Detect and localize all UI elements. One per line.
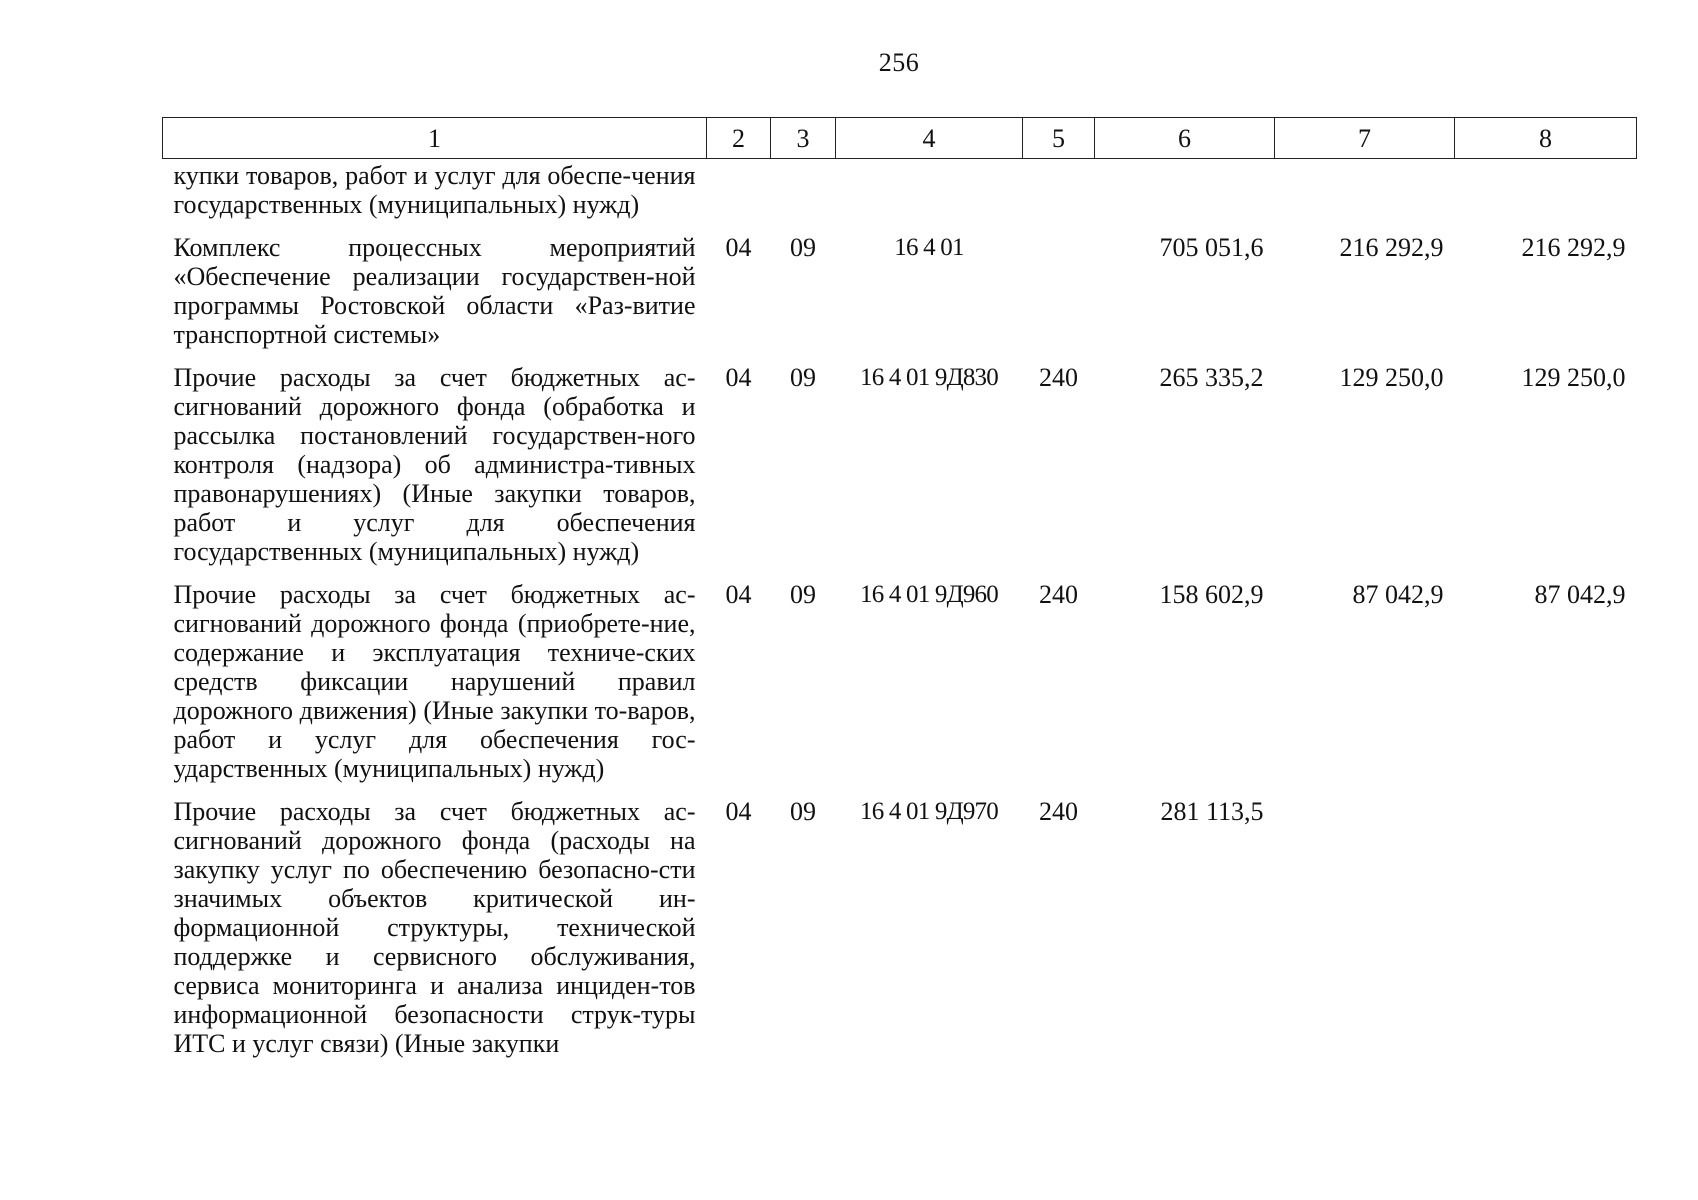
amount-col6: 265 335,2 — [1159, 363, 1264, 392]
amount-col7 — [1275, 159, 1455, 234]
amount-col8: 129 250,0 — [1521, 363, 1626, 392]
amount-col8 — [1455, 797, 1637, 1072]
section-code — [707, 159, 771, 234]
row-description: Прочие расходы за счет бюджетных ас-сигнований дорожного фонда (обработка и рассылка постановлений государствен-ного контроля (надзора) об администра-тивных правонарушениях) (Иные закупки товаров, работ и услуг для обеспечения государственных (муниципальных) нужд) — [173, 363, 696, 566]
target-item-code: 16 4 01 9Д830 — [860, 364, 998, 391]
table-header — [163, 118, 1637, 159]
amount-col7: 216 292,9 — [1339, 233, 1444, 262]
table-row — [163, 580, 1637, 797]
section-code: 04 — [725, 580, 752, 609]
row-description: Комплекс процессных мероприятий «Обеспечение реализации государствен-ной программы Ростовской области «Раз-витие транспортной системы» — [173, 233, 696, 349]
amount-col6 — [1095, 159, 1275, 234]
target-item-code — [836, 159, 1023, 234]
table-row — [163, 363, 1637, 580]
expense-type-code: 240 — [1039, 580, 1078, 609]
expense-type-code — [1023, 159, 1095, 234]
table-body — [163, 159, 1637, 1073]
amount-col8: 87 042,9 — [1534, 580, 1626, 609]
target-item-code: 16 4 01 — [894, 234, 964, 261]
column-header-3: 3 — [771, 118, 836, 159]
target-item-code: 16 4 01 9Д970 — [860, 798, 998, 825]
section-code: 04 — [725, 233, 752, 262]
amount-col7 — [1275, 797, 1455, 1072]
subsection-code: 09 — [790, 363, 816, 392]
amount-col6: 158 602,9 — [1159, 580, 1264, 609]
expense-type-code: 240 — [1039, 797, 1078, 826]
target-item-code: 16 4 01 9Д960 — [860, 581, 998, 608]
subsection-code: 09 — [790, 797, 816, 826]
expense-type-code — [1023, 233, 1095, 363]
expense-type-code: 240 — [1039, 363, 1078, 392]
table-row — [163, 233, 1637, 363]
column-header-5: 5 — [1023, 118, 1095, 159]
column-header-6: 6 — [1095, 118, 1275, 159]
section-code: 04 — [725, 363, 752, 392]
amount-col7: 87 042,9 — [1352, 580, 1444, 609]
budget-table — [162, 117, 1637, 1072]
subsection-code: 09 — [790, 580, 816, 609]
subsection-code — [771, 159, 836, 234]
row-description: купки товаров, работ и услуг для обеспе-чения государственных (муниципальных) нужд) — [173, 161, 696, 219]
amount-col6: 281 113,5 — [1160, 797, 1264, 826]
column-header-1: 1 — [163, 118, 707, 159]
column-header-7: 7 — [1275, 118, 1455, 159]
amount-col7: 129 250,0 — [1339, 363, 1444, 392]
section-code: 04 — [725, 797, 752, 826]
header-row — [163, 118, 1637, 159]
column-header-4: 4 — [836, 118, 1023, 159]
subsection-code: 09 — [790, 233, 816, 262]
row-description: Прочие расходы за счет бюджетных ас-сигнований дорожного фонда (приобрете-ние, содержание и эксплуатация техниче-ских средств фиксации нарушений правил дорожного движения) (Иные закупки то-варов, работ и услуг для обеспечения гос-ударственных (муниципальных) нужд) — [173, 580, 696, 783]
row-description: Прочие расходы за счет бюджетных ас-сигнований дорожного фонда (расходы на закупку услуг по обеспечению безопасно-сти значимых объектов критической ин-формационной структуры, технической поддержке и сервисного обслуживания, сервиса мониторинга и анализа инциден-тов информационной безопасности струк-туры ИТС и услуг связи) (Иные закупки — [173, 797, 696, 1058]
amount-col8 — [1455, 159, 1637, 234]
page-number: 256 — [878, 48, 920, 77]
table-row — [163, 159, 1637, 234]
column-header-2: 2 — [707, 118, 771, 159]
column-header-8: 8 — [1455, 118, 1637, 159]
amount-col6: 705 051,6 — [1159, 233, 1264, 262]
table-row — [163, 797, 1637, 1072]
amount-col8: 216 292,9 — [1521, 233, 1626, 262]
